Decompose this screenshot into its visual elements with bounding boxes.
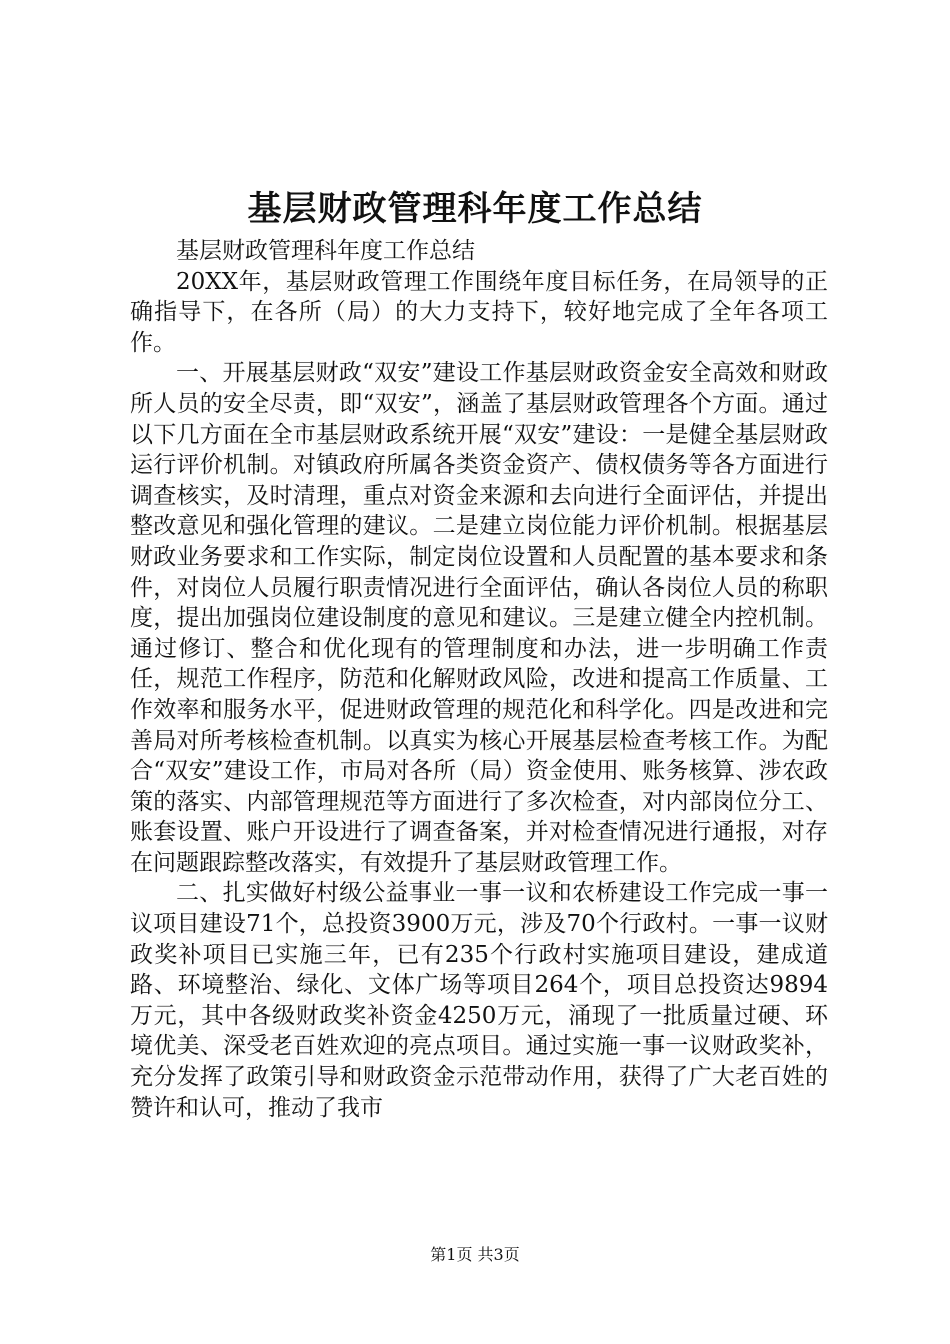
paragraph-section-2: 二、扎实做好村级公益事业一事一议和农桥建设工作完成一事一议项目建设71个，总投资3900万元，涉及70个行政村。一事一议财政奖补项目已实施三年，已有235个行政村实施项目建设，建成道路、环境整治、绿化、文体广场等项目264个，项目总投资达9894万元，其中各级财政奖补资金4250万元，涌现了一批质量过硬、环境优美、深受老百姓欢迎的亮点项目。通过实施一事一议财政奖补，充分发挥了政策引导和财政资金示范带动作用，获得了广大老百姓的赞许和认可，推动了我市 bbox=[130, 880, 828, 1121]
paragraph-section-1: 一、开展基层财政“双安”建设工作基层财政资金安全高效和财政所人员的安全尽责，即“双安”，涵盖了基层财政管理各个方面。通过以下几方面在全市基层财政系统开展“双安”建设：一是健全基层财政运行评价机制。对镇政府所属各类资金资产、债权债务等各方面进行调查核实，及时清理，重点对资金来源和去向进行全面评估，并提出整改意见和强化管理的建议。二是建立岗位能力评价机制。根据基层财政业务要求和工作实际，制定岗位设置和人员配置的基本要求和条件，对岗位人员履行职责情况进行全面评估，确认各岗位人员的称职度，提出加强岗位建设制度的意见和建议。三是建立健全内控机制。通过修订、整合和优化现有的管理制度和办法，进一步明确工作责任，规范工作程序，防范和化解财政风险，改进和提高工作质量、工作效率和服务水平，促进财政管理的规范化和科学化。四是改进和完善局对所考核检查机制。以真实为核心开展基层检查考核工作。为配合“双安”建设工作，市局对各所（局）资金使用、账务核算、涉农政策的落实、内部管理规范等方面进行了多次检查，对内部岗位分工、账套设置、账户开设进行了调查备案，并对检查情况进行通报，对存在问题跟踪整改落实，有效提升了基层财政管理工作。 bbox=[130, 360, 828, 876]
paragraph-heading-repeat: 基层财政管理科年度工作总结 bbox=[176, 238, 475, 264]
paragraph-intro: 20XX年，基层财政管理工作围绕年度目标任务，在局领导的正确指导下，在各所（局）的大力支持下，较好地完成了全年各项工作。 bbox=[130, 268, 828, 356]
document-title: 基层财政管理科年度工作总结 bbox=[247, 189, 703, 229]
document-body bbox=[130, 236, 828, 1123]
page-number-footer: 第1页 共3页 bbox=[430, 1245, 520, 1264]
